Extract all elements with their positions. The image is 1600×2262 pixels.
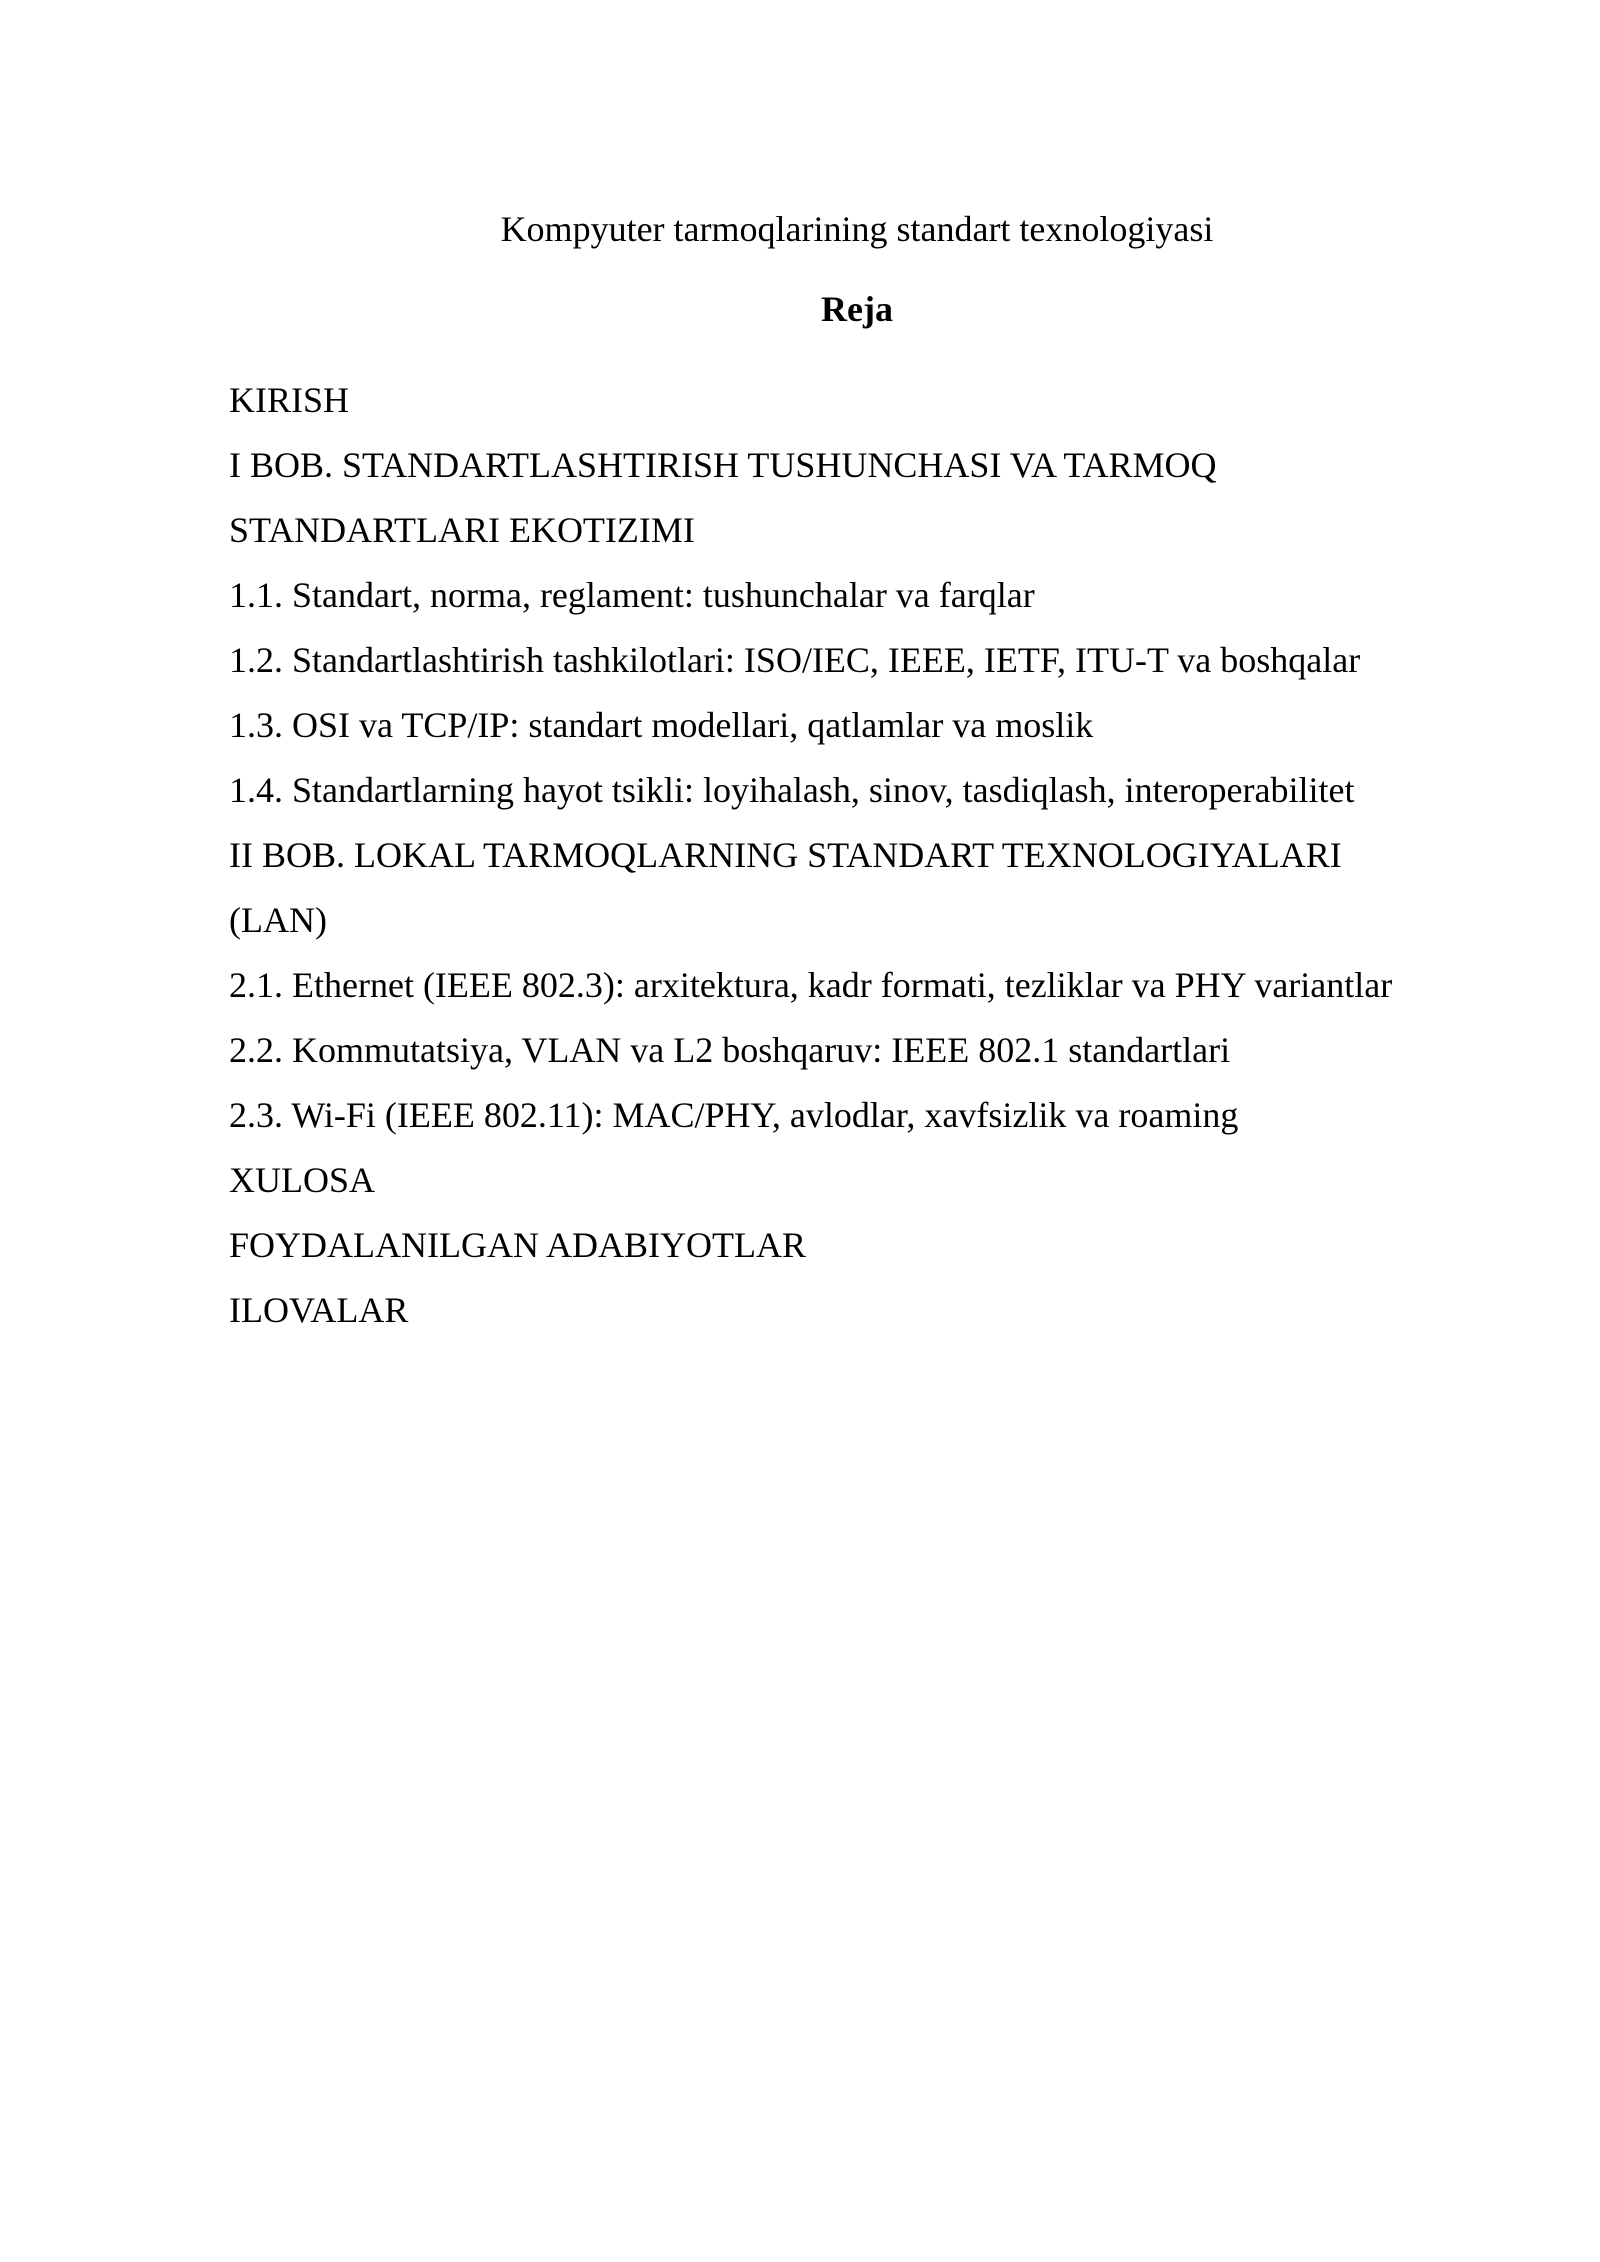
toc-section-2-2: 2.2. Kommutatsiya, VLAN va L2 boshqaruv: IEEE 802.1 standartlari	[229, 1030, 1231, 1070]
toc-section-1-3: 1.3. OSI va TCP/IP: standart modellari, qatlamlar va moslik	[229, 705, 1094, 745]
toc-section-1-1: 1.1. Standart, norma, reglament: tushunchalar va farqlar	[229, 575, 1035, 615]
plan-heading: Reja	[821, 289, 893, 329]
toc-chapter-1-title-continued: STANDARTLARI EKOTIZIMI	[229, 510, 695, 550]
toc-section-1-2: 1.2. Standartlashtirish tashkilotlari: ISO/IEC, IEEE, IETF, ITU-T va boshqalar	[229, 640, 1361, 680]
toc-section-2-1: 2.1. Ethernet (IEEE 802.3): arxitektura, kadr formati, tezliklar va PHY variantlar	[229, 965, 1393, 1005]
toc-entry-conclusion: XULOSA	[229, 1160, 376, 1200]
table-of-contents	[229, 368, 1529, 1343]
toc-section-1-4: 1.4. Standartlarning hayot tsikli: loyihalash, sinov, tasdiqlash, interoperabilitet	[229, 770, 1355, 810]
toc-chapter-2-title: II BOB. LOKAL TARMOQLARNING STANDART TEXNOLOGIYALARI	[229, 835, 1342, 875]
toc-chapter-2-title-continued: (LAN)	[229, 900, 327, 940]
toc-entry-appendices: ILOVALAR	[229, 1290, 409, 1330]
toc-section-2-3: 2.3. Wi-Fi (IEEE 802.11): MAC/PHY, avlodlar, xavfsizlik va roaming	[229, 1095, 1239, 1135]
toc-entry-introduction: KIRISH	[229, 380, 350, 420]
toc-chapter-1-title: I BOB. STANDARTLASHTIRISH TUSHUNCHASI VA TARMOQ	[229, 445, 1217, 485]
document-title: Kompyuter tarmoqlarining standart texnologiyasi	[500, 209, 1214, 249]
toc-entry-references: FOYDALANILGAN ADABIYOTLAR	[229, 1225, 806, 1265]
